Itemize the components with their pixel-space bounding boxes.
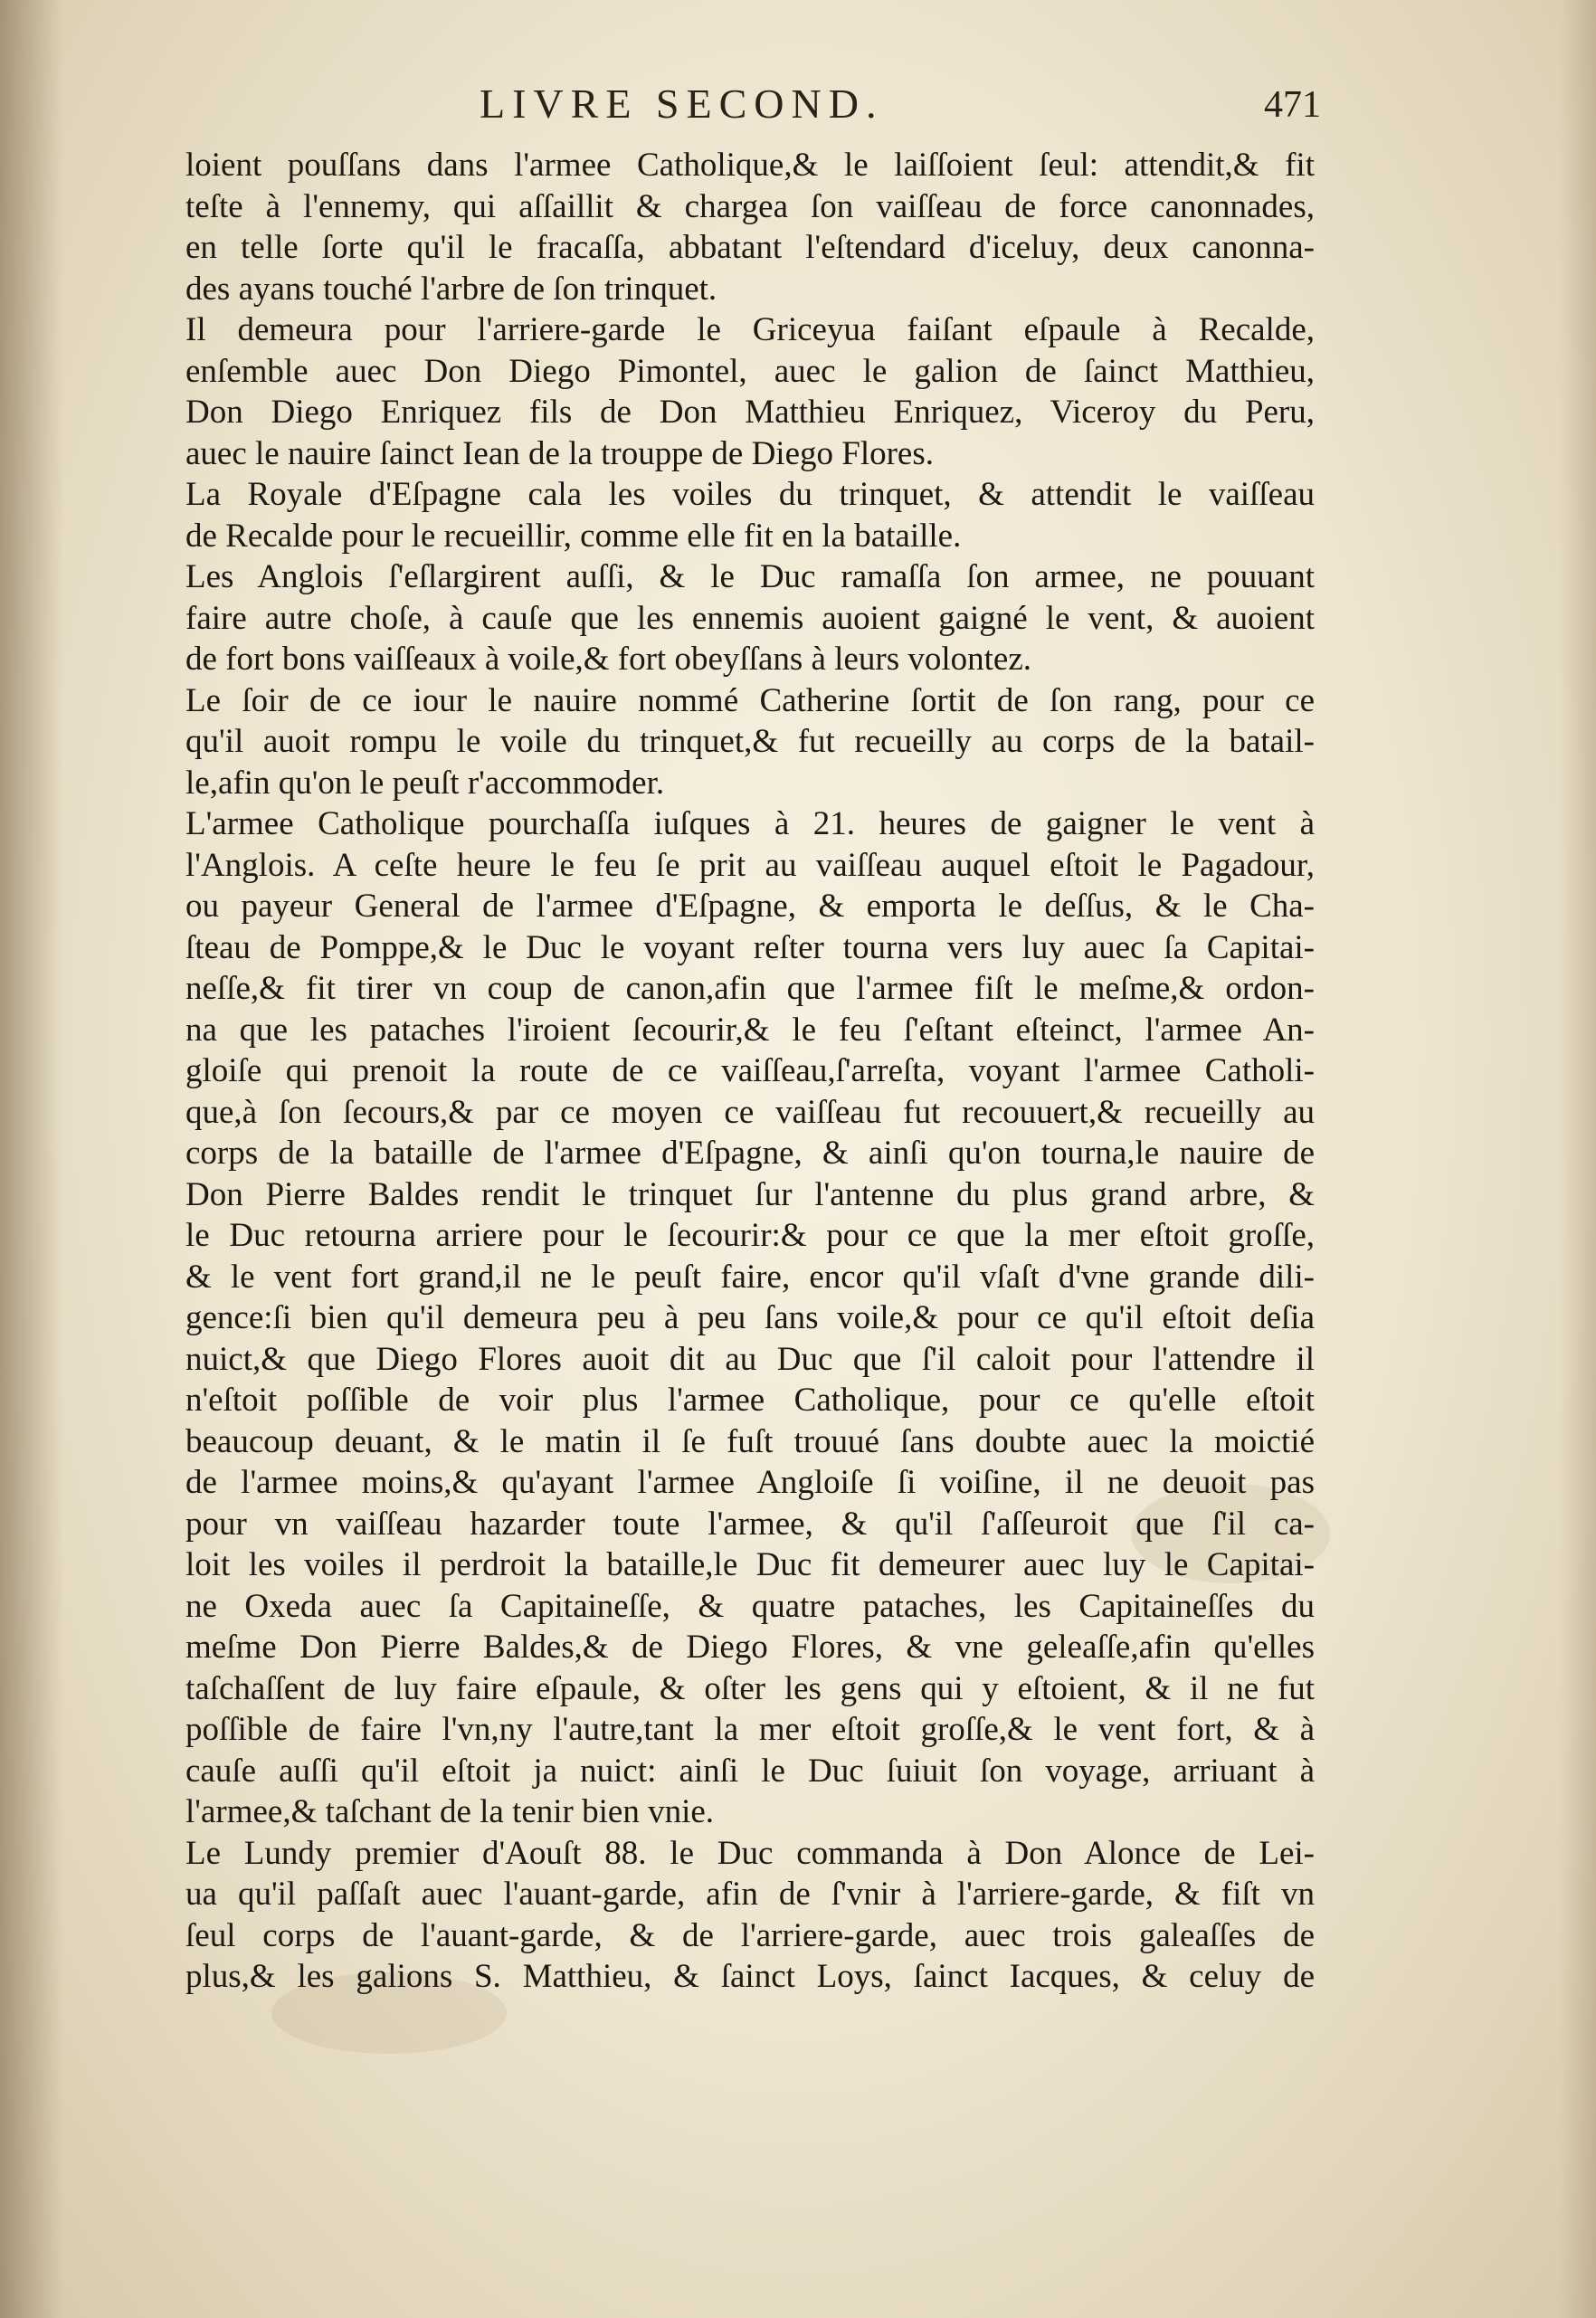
text-line: corps de la bataille de l'armee d'Eſpagne, & ainſi qu'on tourna,le nauire de	[185, 1135, 1315, 1172]
text-line: des ayans touché l'arbre de ſon trinquet.	[185, 270, 717, 308]
text-line: gence:ſi bien qu'il demeura peu à peu ſans voile,& pour ce qu'il eſtoit deſia	[185, 1299, 1315, 1336]
page-number: 471	[1264, 84, 1321, 126]
page-header	[181, 80, 1321, 134]
text-line: neſſe,& fit tirer vn coup de canon,afin que l'armee fiſt le meſme,& ordon-	[185, 970, 1315, 1007]
text-line: Les Anglois ſ'eſlargirent auſſi, & le Duc ramaſſa ſon armee, ne pouuant	[185, 558, 1315, 595]
text-line: Don Diego Enriquez fils de Don Matthieu Enriquez, Viceroy du Peru,	[185, 394, 1315, 431]
text-line: ſeul corps de l'auant-garde, & de l'arriere-garde, auec trois galeaſſes de	[185, 1916, 1315, 1954]
text-line: meſme Don Pierre Baldes,& de Diego Flores, & vne geleaſſe,afin qu'elles	[185, 1629, 1315, 1666]
text-line: le Duc retourna arriere pour le ſecourir:& pour ce que la mer eſtoit groſſe,	[185, 1217, 1315, 1254]
text-line: taſchaſſent de luy faire eſpaule, & oſter les gens qui y eſtoient, & il ne fut	[185, 1669, 1315, 1707]
text-line: enſemble auec Don Diego Pimontel, auec le galion de ſainct Matthieu,	[185, 352, 1315, 390]
text-line: n'eſtoit poſſible de voir plus l'armee Catholique, pour ce qu'elle eſtoit	[185, 1382, 1315, 1419]
text-line: de l'armee moins,& qu'ayant l'armee Angloiſe ſi voiſine, il ne deuoit pas	[185, 1464, 1315, 1501]
text-line: L'armee Catholique pourchaſſa iuſques à 21. heures de gaigner le vent à	[185, 805, 1315, 842]
text-line: qu'il auoit rompu le voile du trinquet,& fut recueilly au corps de la batail-	[185, 723, 1315, 760]
body-text	[185, 145, 1315, 1998]
text-line: ua qu'il paſſaſt auec l'auant-garde, afin de ſ'vnir à l'arriere-garde, & fiſt vn	[185, 1876, 1315, 1913]
text-line: auec le nauire ſainct Iean de la trouppe de Diego Flores.	[185, 434, 935, 472]
text-line: ne Oxeda auec ſa Capitaineſſe, & quatre pataches, les Capitaineſſes du	[185, 1587, 1315, 1625]
text-line: nuict,& que Diego Flores auoit dit au Duc que ſ'il caloit pour l'attendre il	[185, 1340, 1315, 1378]
text-line: Don Pierre Baldes rendit le trinquet ſur l'antenne du plus grand arbre, &	[185, 1175, 1315, 1213]
text-line: plus,& les galions S. Matthieu, & ſainct Loys, ſainct Iacques, & celuy de	[185, 1958, 1315, 1995]
text-line: loit les voiles il perdroit la bataille,le Duc fit demeurer auec luy le Capitai-	[185, 1546, 1315, 1583]
text-line: gloiſe qui prenoit la route de ce vaiſſeau,ſ'arreſta, voyant l'armee Catholi-	[185, 1052, 1315, 1089]
text-line: & le vent fort grand,il ne le peuſt faire, encor qu'il vſaſt d'vne grande dili-	[185, 1258, 1315, 1296]
text-line: loient pouſſans dans l'armee Catholique,& le laiſſoient ſeul: attendit,& fit	[185, 147, 1315, 184]
text-line: de fort bons vaiſſeaux à voile,& fort obeyſſans à leurs volontez.	[185, 641, 1032, 678]
text-line: beaucoup deuant, & le matin il ſe fuſt trouué ſans doubte auec la moictié	[185, 1422, 1315, 1460]
text-line: le,afin qu'on le peuſt r'accommoder.	[185, 764, 665, 802]
text-line: ou payeur General de l'armee d'Eſpagne, & emporta le deſſus, & le Cha-	[185, 888, 1315, 925]
text-line: na que les pataches l'iroient ſecourir,& le feu ſ'eſtant eſteinct, l'armee An-	[185, 1011, 1315, 1049]
text-line: cauſe auſſi qu'il eſtoit ja nuict: ainſi le Duc ſuiuit ſon voyage, arriuant à	[185, 1752, 1315, 1790]
text-line: pour vn vaiſſeau hazarder toute l'armee, & qu'il ſ'aſſeuroit que ſ'il ca-	[185, 1505, 1315, 1543]
text-line: l'Anglois. A ceſte heure le feu ſe prit au vaiſſeau auquel eſtoit le Pagadour,	[185, 846, 1315, 884]
running-head: LIVRE SECOND.	[480, 81, 884, 127]
text-line: en telle ſorte qu'il le fracaſſa, abbatant l'eſtendard d'iceluy, deux canonna-	[185, 229, 1315, 266]
text-line: La Royale d'Eſpagne cala les voiles du trinquet, & attendit le vaiſſeau	[185, 476, 1315, 513]
text-line: que,à ſon ſecours,& par ce moyen ce vaiſſeau fut recouuert,& recueilly au	[185, 1093, 1315, 1131]
text-line: ſteau de Pomppe,& le Duc le voyant reſter tourna vers luy auec ſa Capitai-	[185, 928, 1315, 966]
text-line: l'armee,& taſchant de la tenir bien vnie.	[185, 1793, 715, 1830]
text-line: de Recalde pour le recueillir, comme elle fit en la bataille.	[185, 517, 962, 555]
text-line: Il demeura pour l'arriere-garde le Griceyua faiſant eſpaule à Recalde,	[185, 311, 1315, 348]
text-line: faire autre choſe, à cauſe que les ennemis auoient gaigné le vent, & auoient	[185, 599, 1315, 637]
text-line: teſte à l'ennemy, qui aſſaillit & chargea ſon vaiſſeau de force canonnades,	[185, 187, 1315, 225]
text-line: poſſible de faire l'vn,ny l'autre,tant la mer eſtoit groſſe,& le vent fort, & à	[185, 1711, 1315, 1748]
text-line: Le ſoir de ce iour le nauire nommé Catherine ſortit de ſon rang, pour ce	[185, 681, 1315, 719]
text-line: Le Lundy premier d'Aouſt 88. le Duc commanda à Don Alonce de Lei-	[185, 1834, 1315, 1872]
